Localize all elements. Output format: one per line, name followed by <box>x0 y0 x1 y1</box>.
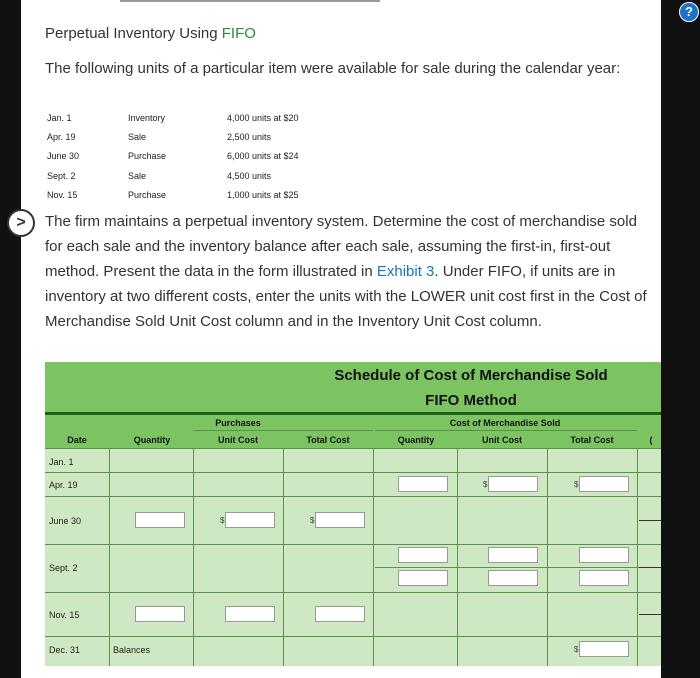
transaction-date: Sept. 2 <box>47 171 76 181</box>
purchase-unit-cost-header: Unit Cost <box>218 435 258 445</box>
currency-symbol: $ <box>574 645 579 654</box>
instructions-paragraph: The firm maintains a perpetual inventory system. Determine the cost of merchandise sold for each sale and the inventory balance after each sale, assuming the first-in, first-out method. Present the data in the form illustrated in Exhibit 3. Under FIFO, if units are in inventory at two different costs, enter the units with the LOWER unit cost first in the Cost of Merchandise Sold Unit Cost column and in the Inventory Unit Cost column. <box>45 213 647 330</box>
col-divider <box>193 448 194 666</box>
col-divider <box>109 448 110 666</box>
fifo-link[interactable]: FIFO <box>221 25 256 42</box>
purchase-quantity-input[interactable] <box>135 512 185 528</box>
transaction-date: Jan. 1 <box>47 113 72 123</box>
purchase-total-cost-header: Total Cost <box>306 435 350 445</box>
row-date: Jan. 1 <box>49 457 74 467</box>
sub-row-divider <box>375 567 661 568</box>
transaction-detail: 2,500 units <box>227 132 272 142</box>
schedule-header <box>45 362 661 414</box>
balances-label: Balances <box>113 645 151 655</box>
transaction-date: Nov. 15 <box>47 190 78 200</box>
purchase-unit-cost-input[interactable] <box>225 512 275 528</box>
row-date: Apr. 19 <box>49 480 78 490</box>
currency-symbol: $ <box>220 516 225 525</box>
col-divider <box>457 448 458 666</box>
currency-symbol: $ <box>310 516 315 525</box>
purchase-quantity-header: Quantity <box>133 435 171 445</box>
col-divider <box>373 448 374 666</box>
page-title: Perpetual Inventory Using FIFO <box>45 25 256 42</box>
row-divider <box>45 636 661 637</box>
purchase-total-cost-input[interactable] <box>315 512 365 528</box>
currency-symbol: $ <box>483 480 488 489</box>
exhibit-link[interactable]: Exhibit 3 <box>376 263 435 280</box>
cms-unit-cost-input[interactable] <box>488 570 538 586</box>
intro-text: The following units of a particular item were available for sale during the calendar year: <box>45 60 621 77</box>
row-date: Sept. 2 <box>49 563 78 573</box>
schedule-title: Schedule of Cost of Merchandise Sold <box>334 367 608 384</box>
transaction-date: Apr. 19 <box>47 132 76 142</box>
schedule-subtitle: FIFO Method <box>425 392 517 409</box>
cms-unit-cost-input[interactable] <box>488 476 538 492</box>
row-divider <box>45 544 661 545</box>
row-date: Nov. 15 <box>49 610 80 620</box>
header-divider <box>45 414 661 415</box>
cms-total-cost-input[interactable] <box>579 476 629 492</box>
cms-total-cost-header: Total Cost <box>570 435 614 445</box>
top-divider <box>120 0 380 2</box>
right-edge <box>661 0 700 678</box>
row-divider <box>45 496 661 497</box>
cms-quantity-input[interactable] <box>398 547 448 563</box>
cms-total-cost-input[interactable] <box>579 641 629 657</box>
cms-total-cost-input[interactable] <box>579 547 629 563</box>
transaction-detail: 6,000 units at $24 <box>227 151 299 161</box>
transaction-detail: 1,000 units at $25 <box>227 190 299 200</box>
cms-quantity-input[interactable] <box>398 476 448 492</box>
purchase-quantity-input[interactable] <box>135 606 185 622</box>
purchases-group-underline <box>193 430 373 431</box>
row-divider <box>45 448 661 449</box>
transaction-type: Sale <box>128 171 147 181</box>
transaction-type: Sale <box>128 132 147 142</box>
row-date: June 30 <box>49 516 82 526</box>
transaction-detail: 4,500 units <box>227 171 272 181</box>
transaction-detail: 4,000 units at $20 <box>227 113 299 123</box>
schedule-table <box>45 362 661 666</box>
transaction-date: June 30 <box>47 151 80 161</box>
cms-unit-cost-input[interactable] <box>488 547 538 563</box>
currency-symbol: $ <box>574 480 579 489</box>
col-divider <box>283 448 284 666</box>
row-divider <box>45 472 661 473</box>
left-edge <box>0 0 21 678</box>
overflow-header: ( <box>649 435 653 445</box>
table-body <box>45 448 661 666</box>
row-date: Dec. 31 <box>49 645 81 655</box>
transaction-type: Purchase <box>128 151 167 161</box>
cms-group-underline <box>375 430 637 431</box>
col-divider <box>547 448 548 666</box>
overflow-line <box>639 520 661 521</box>
col-divider <box>637 448 638 666</box>
help-icon[interactable]: ? <box>679 2 699 22</box>
cms-group-header: Cost of Merchandise Sold <box>449 418 561 428</box>
transaction-type: Purchase <box>128 190 167 200</box>
chevron-right-icon[interactable]: > <box>7 209 35 237</box>
row-divider <box>45 592 661 593</box>
overflow-line <box>639 567 661 568</box>
cms-unit-cost-header: Unit Cost <box>482 435 522 445</box>
overflow-line <box>639 614 661 615</box>
purchases-group-header: Purchases <box>215 418 261 428</box>
purchase-total-cost-input[interactable] <box>315 606 365 622</box>
purchase-unit-cost-input[interactable] <box>225 606 275 622</box>
cms-total-cost-input[interactable] <box>579 570 629 586</box>
transaction-type: Inventory <box>128 113 166 123</box>
cms-quantity-input[interactable] <box>398 570 448 586</box>
date-header: Date <box>67 435 87 445</box>
cms-quantity-header: Quantity <box>397 435 435 445</box>
